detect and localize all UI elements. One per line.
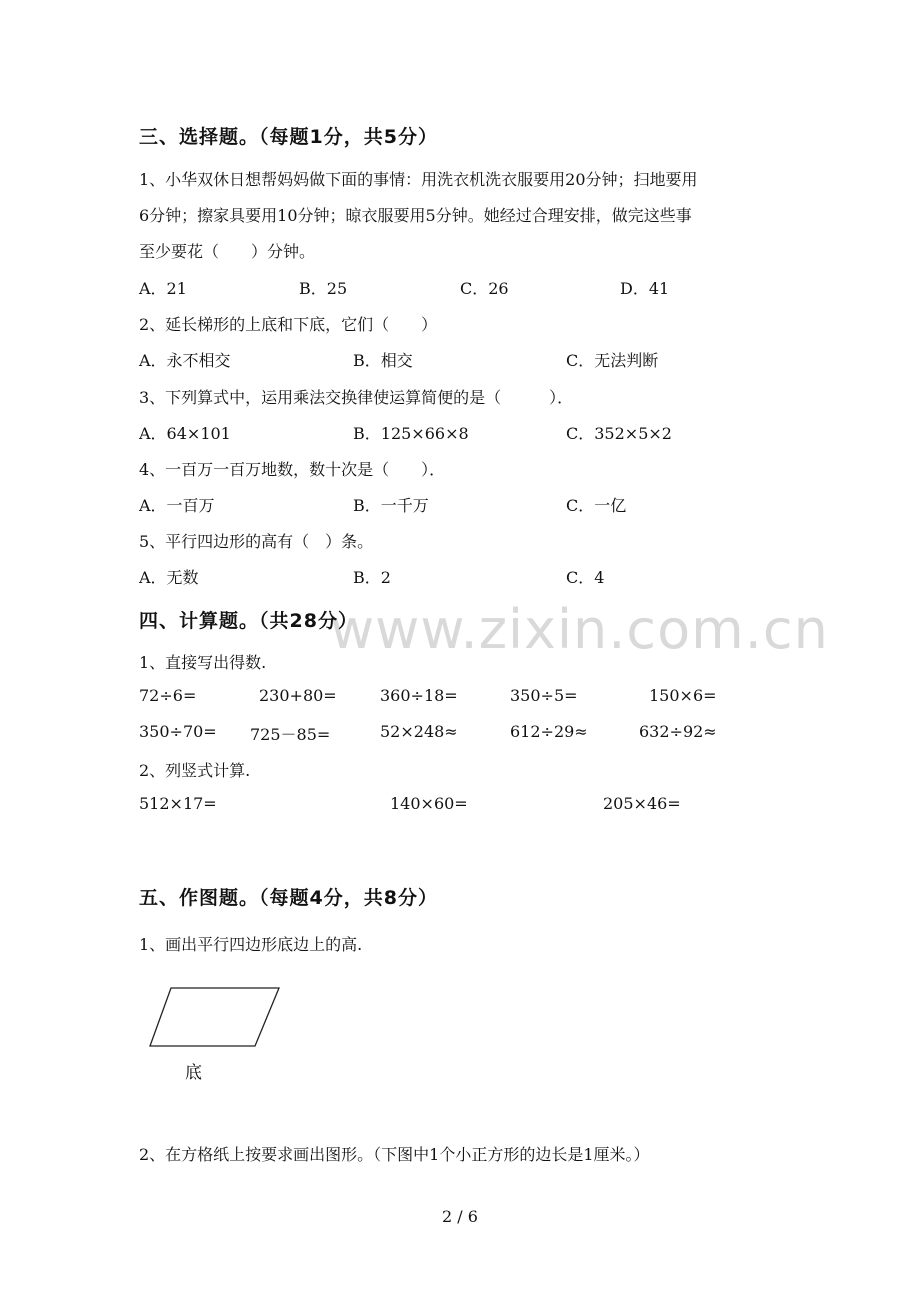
- q3-5-option-a: A．无数: [139, 568, 199, 587]
- section5-title: 五、作图题。（每题4分，共8分）: [139, 887, 438, 909]
- q3-3-option-a: A．64×101: [139, 424, 231, 443]
- calc-item: 230+80=: [259, 686, 337, 705]
- q3-1-option-b: B．25: [299, 279, 348, 298]
- calc-item: 350÷5=: [510, 686, 578, 705]
- q4-1-text: 1、直接写出得数.: [139, 653, 267, 672]
- q3-4-option-c: C．一亿: [566, 496, 627, 515]
- calc-item: 150×6=: [649, 686, 717, 705]
- vertical-calc-item: 140×60=: [390, 794, 468, 813]
- calc-item: 52×248≈: [380, 722, 458, 741]
- vertical-calc-item: 512×17=: [139, 794, 217, 813]
- q3-1-line3: 至少要花（ ）分钟。: [139, 242, 316, 261]
- q3-3-option-c: C．352×5×2: [566, 424, 672, 443]
- q4-2-text: 2、列竖式计算.: [139, 761, 251, 780]
- calc-item: 725－85=: [250, 725, 331, 744]
- q3-3-text: 3、下列算式中，运用乘法交换律使运算简便的是（ ）．: [139, 388, 574, 407]
- section3-title: 三、选择题。（每题1分，共5分）: [139, 126, 438, 148]
- page-number: 2 / 6: [442, 1207, 478, 1226]
- parallelogram-figure: [145, 983, 287, 1053]
- q3-1-option-d: D．41: [620, 279, 670, 298]
- q3-5-option-b: B．2: [353, 568, 391, 587]
- q3-4-text: 4、一百万一百万地数，数十次是（ ）．: [139, 460, 446, 479]
- q3-5-text: 5、平行四边形的高有（ ）条。: [139, 532, 374, 551]
- q3-3-option-b: B．125×66×8: [353, 424, 469, 443]
- calc-item: 612÷29≈: [510, 722, 588, 741]
- calc-item: 632÷92≈: [639, 722, 717, 741]
- section4-title: 四、计算题。（共28分）: [139, 610, 358, 632]
- q3-1-line2: 6分钟；擦家具要用10分钟；晾衣服要用5分钟。她经过合理安排，做完这些事: [139, 206, 692, 225]
- q3-2-text: 2、延长梯形的上底和下底，它们（ ）: [139, 315, 438, 334]
- q3-1-option-a: A．21: [139, 279, 187, 298]
- q3-2-option-b: B．相交: [353, 351, 413, 370]
- calc-item: 350÷70=: [139, 722, 217, 741]
- vertical-calc-item: 205×46=: [603, 794, 681, 813]
- calc-item: 360÷18=: [380, 686, 458, 705]
- q3-1-line1: 1、小华双休日想帮妈妈做下面的事情：用洗衣机洗衣服要用20分钟；扫地要用: [139, 170, 698, 189]
- q3-4-option-a: A．一百万: [139, 496, 215, 515]
- q3-2-option-a: A．永不相交: [139, 351, 231, 370]
- watermark: www.zixin.com.cn: [330, 598, 829, 661]
- q3-1-option-c: C．26: [460, 279, 509, 298]
- base-label: 底: [185, 1063, 202, 1083]
- q3-2-option-c: C．无法判断: [566, 351, 659, 370]
- q5-2-text: 2、在方格纸上按要求画出图形。（下图中1个小正方形的边长是1厘米。）: [139, 1145, 650, 1164]
- q3-5-option-c: C．4: [566, 568, 605, 587]
- q3-4-option-b: B．一千万: [353, 496, 429, 515]
- q5-1-text: 1、画出平行四边形底边上的高.: [139, 935, 363, 954]
- calc-item: 72÷6=: [139, 686, 197, 705]
